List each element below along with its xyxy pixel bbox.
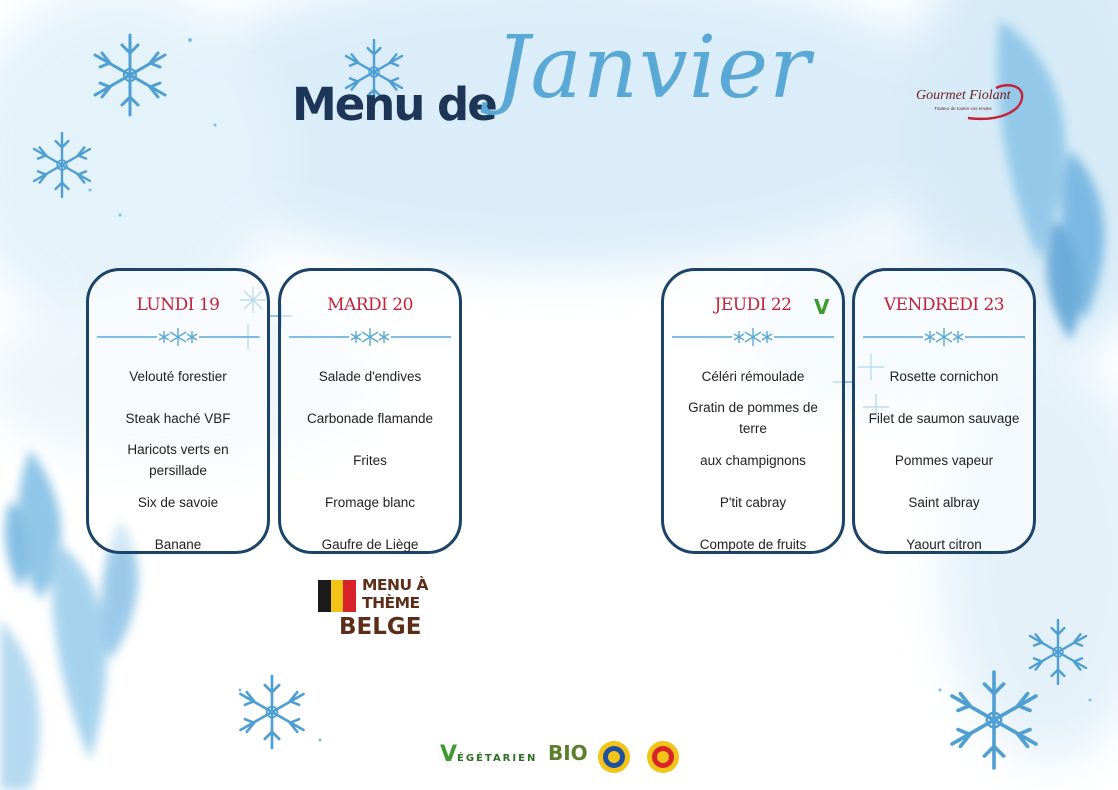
igp-label-icon (597, 740, 631, 774)
day-card-jeudi (661, 268, 845, 554)
snowflake-divider-icon (97, 327, 259, 347)
snowflake-divider-icon (289, 327, 451, 347)
page-title: Menu de (292, 78, 496, 131)
legend-vegetarian-label: ÉGÉTARIEN (457, 753, 538, 764)
menu-item: Céléri rémoulade (701, 368, 805, 384)
snowflake-divider-icon (672, 327, 834, 347)
menu-item: Gaufre de Liège (321, 536, 419, 552)
menu-item: Saint albray (908, 494, 980, 510)
menu-item: Filet de saumon sauvage (868, 410, 1020, 426)
menu-item: Salade d'endives (318, 368, 422, 384)
day-title: VENDREDI 23 (883, 295, 1005, 315)
logo-name: Gourmet Fiolant (916, 88, 1011, 103)
menu-item: Compote de fruits (699, 536, 807, 552)
theme-badge-line: THÈME (362, 594, 420, 612)
menu-item: Haricots verts en persillade (127, 442, 229, 478)
snowflake-divider-icon (863, 327, 1025, 347)
menu-item: Carbonade flamande (306, 410, 434, 426)
theme-badge-line: MENU À (362, 576, 428, 594)
day-title: MARDI 20 (327, 295, 413, 315)
page-title-month: Janvier (495, 18, 812, 118)
vegetarian-icon: V (814, 295, 830, 319)
theme-badge-belge (316, 576, 446, 642)
menu-item: Six de savoie (137, 494, 219, 510)
belgian-flag-icon (318, 580, 356, 612)
caterer-logo (908, 82, 1033, 126)
menu-item: Rosette cornichon (889, 368, 999, 384)
vegetarian-icon: V (440, 742, 458, 767)
menu-item: Yaourt citron (906, 536, 982, 552)
menu-item: Fromage blanc (324, 494, 416, 510)
menu-item: Steak haché VBF (125, 410, 231, 426)
theme-badge-line: BELGE (339, 614, 422, 640)
day-card-vendredi (852, 268, 1036, 554)
menu-item: Gratin de pommes de terre (688, 400, 818, 436)
menu-item: Frites (353, 452, 387, 468)
logo-tagline: Traiteur de toutes vos envies (934, 106, 992, 111)
menu-item: Banane (154, 536, 202, 552)
legend-vegetarian (440, 742, 537, 778)
day-title: LUNDI 19 (136, 295, 220, 315)
bio-label: BIO (548, 741, 588, 765)
legend-bio (548, 741, 588, 777)
menu-item: aux champignons (700, 452, 806, 468)
day-card-lundi (86, 268, 270, 554)
aop-label-icon (646, 740, 680, 774)
menu-item: P'tit cabray (719, 494, 787, 510)
day-title: JEUDI 22 (714, 295, 792, 315)
menu-item: Velouté forestier (129, 368, 227, 384)
day-card-mardi (278, 268, 462, 554)
menu-item: Pommes vapeur (894, 452, 994, 468)
